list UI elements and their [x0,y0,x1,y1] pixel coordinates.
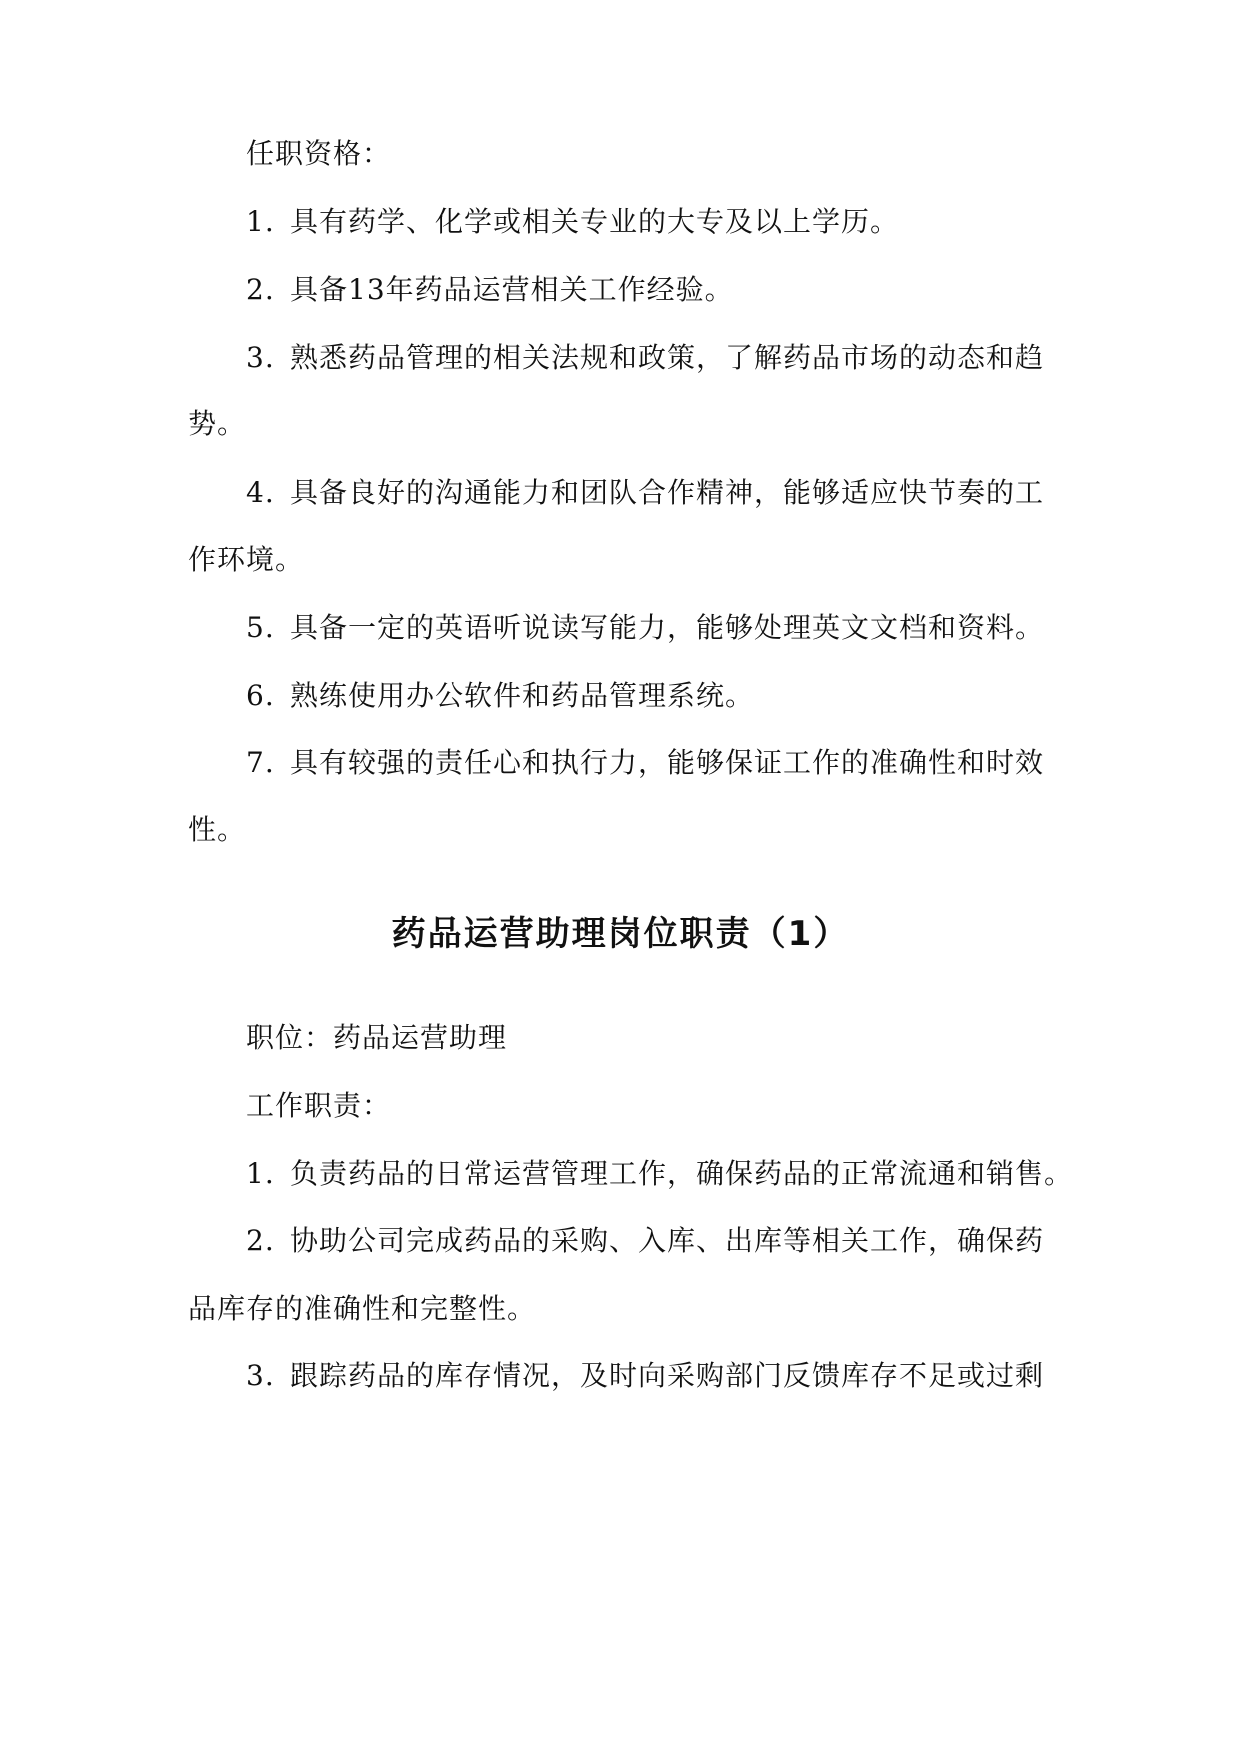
item-text: 具备一定的英语听说读写能力，能够处理英文文档和资料。 [290,611,1045,644]
item-text: 具备良好的沟通能力和团队合作精神，能够适应快节奏的工 [290,476,1045,509]
item-text: 熟练使用办公软件和药品管理系统。 [290,679,755,712]
item-number: 1. [246,1157,275,1190]
item-text: 具有较强的责任心和执行力，能够保证工作的准确性和时效 [290,746,1045,779]
section-title: 药品运营助理岗位职责（1） [391,914,850,954]
qualification-item-4-continued: 作环境。 [188,543,305,576]
item-number: 1. [246,205,275,238]
position-line: 职位：药品运营助理 [246,1021,508,1054]
qualification-item-7 [246,743,1044,783]
item-text: 跟踪药品的库存情况，及时向采购部门反馈库存不足或过剩 [290,1359,1045,1392]
qualification-item-3-continued: 势。 [188,407,247,440]
item-number: 4. [246,476,275,509]
qualification-item-1 [246,202,899,242]
item-number: 3. [246,341,275,374]
item-number: 7. [246,746,275,779]
qualification-item-2 [246,270,734,310]
duty-item-2-continued: 品库存的准确性和完整性。 [188,1292,537,1325]
item-number: 2. [246,1224,275,1257]
item-text: 负责药品的日常运营管理工作，确保药品的正常流通和销售。 [290,1157,1074,1190]
item-text: 具备13年药品运营相关工作经验。 [290,273,734,306]
item-text: 熟悉药品管理的相关法规和政策，了解药品市场的动态和趋 [290,341,1045,374]
duties-heading: 工作职责： [246,1089,392,1122]
qualification-item-5 [246,608,1044,648]
duty-item-2 [246,1221,1044,1261]
item-text: 协助公司完成药品的采购、入库、出库等相关工作，确保药 [290,1224,1045,1257]
qualifications-heading: 任职资格： [246,137,392,170]
item-text: 具有药学、化学或相关专业的大专及以上学历。 [290,205,900,238]
qualification-item-3 [246,338,1044,378]
duty-item-3 [246,1356,1044,1396]
qualification-item-6 [246,676,754,716]
qualification-item-7-continued: 性。 [188,813,247,846]
qualification-item-4 [246,473,1044,513]
item-number: 5. [246,611,275,644]
item-number: 3. [246,1359,275,1392]
duty-item-1 [246,1154,1073,1194]
item-number: 2. [246,273,275,306]
item-number: 6. [246,679,275,712]
